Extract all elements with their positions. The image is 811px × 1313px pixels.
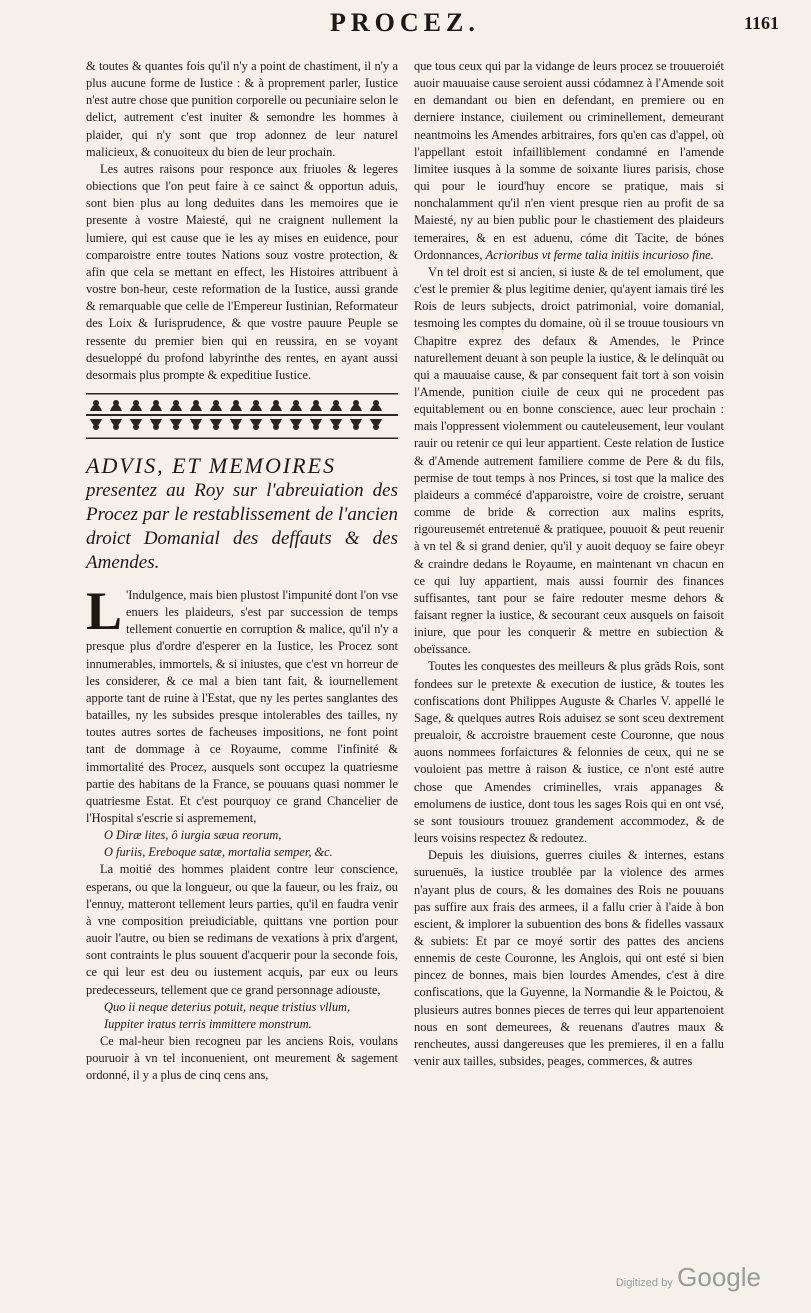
drop-cap: L (86, 580, 123, 641)
verse-line-3: Quo ii neque deterius potuit, neque tristius vllum, (104, 999, 351, 1014)
right-paragraph-3: Toutes les conquestes des meilleurs & plus grãds Rois, sont fondees sur le pretexte & execution de iustice, & toutes les confiscations dont Philippes Auguste & Charles V. appellé le Sage, & quelques autres Rois aduisez se sont sceu dextrement preualoir, & accroistre brauement ceste Couronne, que nous auons nommees forfaictures & felonnies de ceux, qui ne se vouloient pas mettre à raison & iustice, ce n'ont esté autre chose que Amendes criminelles, vrais appanages & emolumens de iustice, dont tous les sages Rois qui en ont vsé, se sont tousiours trouuez grandement accommodez, & de leurs voisins respectez & redoutez. (414, 659, 724, 846)
heading-title: ADVIS, ET MEMOIRES (86, 452, 337, 478)
right-paragraph-1 (414, 58, 724, 264)
heading-subtitle: presentez au Roy sur l'abreuiation des Procez par le restablissement de l'ancien droict Domanial des deffauts & des Amendes. (86, 479, 398, 573)
digitized-watermark (616, 1262, 761, 1293)
verse-line-4: Iuppiter iratus terris immittere monstrum. (104, 1016, 312, 1031)
verse-line-2: O furiis, Ereboque satæ, mortalia semper, &c. (104, 845, 333, 860)
right-paragraph-1-text: que tous ceux qui par la vidange de leurs procez se trouueroiét auoir mauuaise cause seroient aussi códamnez à l'Amende soit en demandant ou bien en defendant, en premiere ou en derniere instance, ciuilement ou criminellement, demeurant neantmoins les Amendes arbitraires, fors qu'en cas d'appel, où l'appellant estoit infailliblement condamné en l'amende limitee iusques à la somme de soixante liures parisis, chose qui pour le iourd'huy encore se pratique, mais si nonchalamment qu'il n'en vient presque rien au profit de sa Maiesté, ny au bien public pour le chastiement des plaideurs temeraires, & en est aduenu, cóme dit Tacite, de bónes Ordonnances, (414, 59, 724, 262)
right-paragraph-4: Depuis les diuisions, guerres ciuiles & internes, estans suruenuës, la iustice troublée par la violence des armes n'ayant plus de cours, & les domaines des Rois ne pouuans pas suffire aux frais des armees, il a fallu crier à l'aide à bon escient, & implorer la subuention des bons & fidelles vassaux & subiets: Et par ce moyé sortir des pattes des anciens ennemis de ceste Couronne, les Anglois, qui ont esté si bien pincez de bonnes, mais bien lourdes Amendes, c'est à dire confiscations, que la Guyenne, la Normandie & le Poictou, & plusieurs autres bonnes pieces de terres qui leur appartenoient nous en sont demeurees, & reuenans d'autres maux & rencheutes, aussi dangereuses que les premieres, il en a fallu venir aux tailles, subsides, peages, commerces, & autres (414, 848, 724, 1069)
left-paragraph-3 (86, 580, 398, 827)
right-column (414, 58, 724, 1070)
section-heading (86, 453, 398, 575)
ornament-band (86, 393, 398, 439)
left-paragraph-4: La moitié des hommes plaident contre leur conscience, esperans, ou que la longueur, ou que la faueur, ou les fraiz, ou l'ennuy, matteront tellement leurs parties, qu'il en faudra venir à vne composition preiudiciable, quittans vne portion pour auoir l'autre, ou bien se redimans de vexations à prix d'argent, sont contraints le plus souuent d'acquerir pour la seconde fois, ce qui leur est deu ou iustement acquis, par eux ou leurs predecesseurs, tellement que ce grand personnage adiouste, (86, 862, 398, 997)
page-number: 1161 (744, 13, 780, 33)
watermark-small-text: Digitized by (615, 1277, 673, 1289)
left-paragraph-2: Les autres raisons pour responce aux friuoles & legeres obiections que l'on peut faire à ce sainct & opportun aduis, sont bien plus au long deduites dans les memoires que ie presente à vostre Maiesté, qui ne craignent nullement la lumiere, qui est cause que ie les ay mises en euidence, pour comparoistre entre toutes Nations souz vostre protection, & afin que cela se mettant en effect, les Histoires attribuent à vostre bon-heur, ceste reformation de la Iustice, aussi grande & remarquable que celle de l'Empereur Iustinian, Reformateur des Loix & Iurisprudence, & que vostre pauure Peuple se ressente du premier bien qui en reussira, en se voyant desueloppé du profond labyrinthe des rentes, en ayant aussi desormais plus prompte & expeditiue Iustice. (86, 161, 398, 382)
left-paragraph-1: & toutes & quantes fois qu'il n'y a point de chastiment, il n'y a plus aucune forme de Iustice : & à proprement parler, Iustice n'est autre chose que punition corporelle ou pecuniaire selon le delict, autrement c'est inuiter & semondre les hommes à plaider, qui n'y sont que trop adonnez de leur naturel malicieux, & conuoiteux du bien de leur prochain. (86, 59, 398, 159)
google-logo: Google (677, 1262, 761, 1292)
right-paragraph-2: Vn tel droit est si ancien, si iuste & de tel emolument, que c'est le premier & plus legitime denier, qu'ayent iamais tiré les Rois de leurs subjects, droict patrimonial, voire domanial, tesmoing les comptes du domaine, où il se trouue tousiours vn Chapitre exprez des defaux & Amendes, le Prince naturellement deuant à son peuple la iustice, & le delinquãt ou qui a mauuaise cause, & par consequent fait tort à son voisin l'Amende, punition ciuile de ceux qui ne procedent pas equitablement ou en bonne conscience, auec leur prochain : mais l'oppressent violemment ou cauteleusement, leur voulant rauir ou retenir ce qui leur appartient. Ceste relation de Iustice & d'Amende autrement familiere comme de Pere & du fils, permise de tout temps à nos Princes, si tost que la malice des plaideurs a commécé d'apparoistre, voire de croistre, seruant comme de bride & correction aux malins esprits, rigoureusemét entretenuë & pratiquee, pouuoit & peut reuenir à vn tel & si grand denier, qu'il y auoit dequoy se faire obeyr & craindre dedans le Royaume, en maintenant vn chacun en ce qui luy appartient, mais aussi fournir des finances suffisantes, tant pour se faire redouter mesme dehors & faisant regner la iustice, & secourant ceux ausquels on faisoit iniure, que pour les conquerir & mettre en subiection & obeïssance. (414, 264, 724, 657)
running-title: PROCEZ. (330, 8, 480, 37)
verse-line-1: O Diræ lites, ô iurgia sæua reorum, (104, 828, 282, 843)
fleuron-ornament-icon (86, 393, 398, 439)
page-header (0, 8, 811, 42)
left-column (86, 58, 398, 1085)
latin-quote: Acrioribus vt ferme talia initiis incurioso fine. (485, 247, 714, 262)
left-paragraph-3-text: 'Indulgence, mais bien plustost l'impunité dont l'on vse enuers les plaideurs, s'est par succession de temps tellement conuertie en corruption & malice, qu'il n'y a presque plus d'ordre d'esperer en la Iustice, les Procez sont innumerables, immortels, & si iniustes, que c'est vn horreur de les considerer, & ce mal a bien tant fait, & iournellement apporte tant de ruine à l'Estat, que ny les pertes sanglantes des batailles, ny les subsides presque intolerables des tailles, ny toutes autres sortes de facheuses impositions, ne font point tant de dommage à ce Royaume, comme l'infinité & immortalité des Procez, ausquels sont occupez la quatriesme partie des habitans de la France, se pouuans quasi nommer le quatriesme Estat. Et c'est pourquoy ce grand Chancelier de l'Hospital s'escrie si aspremement, (86, 587, 398, 825)
left-paragraph-5: Ce mal-heur bien recogneu par les anciens Rois, voulans pouruoir à vn tel inconuenient, ont meurement & sagement ordonné, il y a plus de cinq cens ans, (86, 1034, 398, 1083)
